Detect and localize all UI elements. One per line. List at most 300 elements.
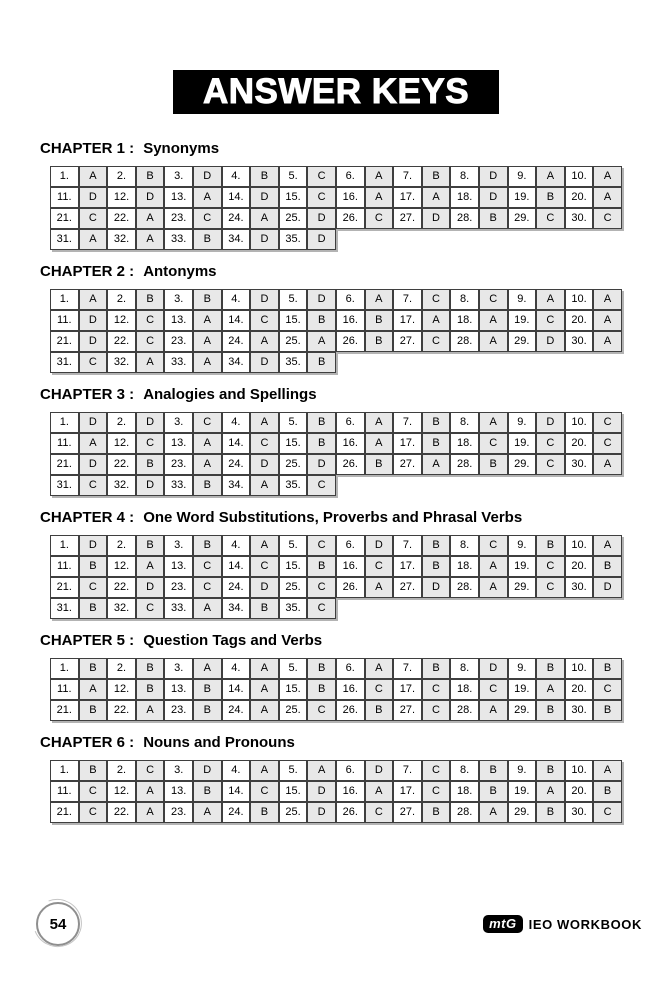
question-number-cell: 21. — [50, 700, 79, 721]
question-number-cell: 20. — [565, 556, 594, 577]
question-number-cell: 20. — [565, 433, 594, 454]
question-number-cell: 9. — [508, 535, 537, 556]
question-number-cell: 32. — [107, 475, 136, 496]
question-number-cell: 22. — [107, 802, 136, 823]
question-number-cell: 13. — [164, 781, 193, 802]
question-number-cell: 27. — [393, 331, 422, 352]
question-number-cell: 25. — [279, 577, 308, 598]
answer-cell: B — [79, 658, 108, 679]
answer-cell: B — [136, 679, 165, 700]
question-number-cell: 14. — [222, 679, 251, 700]
question-number-cell: 32. — [107, 598, 136, 619]
question-number-cell: 15. — [279, 187, 308, 208]
answer-cell: C — [250, 781, 279, 802]
answer-cell: C — [79, 577, 108, 598]
answer-table — [50, 412, 623, 496]
chapter-title: Antonyms — [143, 263, 217, 280]
question-number-cell: 1. — [50, 412, 79, 433]
answer-cell: D — [79, 454, 108, 475]
question-number-cell: 22. — [107, 208, 136, 229]
question-number-cell: 35. — [279, 598, 308, 619]
question-number-cell: 35. — [279, 352, 308, 373]
answer-cell: A — [479, 577, 508, 598]
chapter-section — [0, 509, 672, 619]
question-number-cell: 35. — [279, 475, 308, 496]
question-number-cell: 9. — [508, 166, 537, 187]
question-number-cell: 29. — [508, 331, 537, 352]
chapter-label: CHAPTER 2 : — [40, 263, 135, 280]
question-number-cell: 4. — [222, 760, 251, 781]
question-number-cell: 2. — [107, 412, 136, 433]
answer-cell: B — [307, 433, 336, 454]
question-number-cell: 26. — [336, 331, 365, 352]
answer-cell: D — [593, 577, 622, 598]
question-number-cell: 10. — [565, 412, 594, 433]
question-number-cell: 6. — [336, 412, 365, 433]
question-number-cell: 3. — [164, 289, 193, 310]
answer-cell: A — [193, 187, 222, 208]
question-number-cell: 29. — [508, 577, 537, 598]
answer-cell: C — [250, 556, 279, 577]
question-number-cell: 29. — [508, 700, 537, 721]
chapter-section — [0, 263, 672, 373]
question-number-cell: 21. — [50, 454, 79, 475]
answer-cell: C — [307, 700, 336, 721]
answer-cell: C — [79, 352, 108, 373]
answer-cell: B — [479, 454, 508, 475]
answer-cell: A — [479, 700, 508, 721]
question-number-cell: 19. — [508, 679, 537, 700]
question-number-cell: 14. — [222, 187, 251, 208]
answer-cell: A — [365, 658, 394, 679]
question-number-cell: 10. — [565, 658, 594, 679]
chapter-title: One Word Substitutions, Proverbs and Phrasal Verbs — [143, 509, 523, 526]
question-number-cell: 26. — [336, 577, 365, 598]
question-number-cell: 18. — [450, 679, 479, 700]
answer-cell: C — [593, 412, 622, 433]
answer-cell: B — [536, 187, 565, 208]
question-number-cell: 16. — [336, 310, 365, 331]
question-number-cell: 5. — [279, 658, 308, 679]
question-number-cell: 4. — [222, 166, 251, 187]
question-number-cell: 20. — [565, 187, 594, 208]
question-number-cell: 28. — [450, 331, 479, 352]
answer-cell: C — [136, 331, 165, 352]
question-number-cell: 16. — [336, 679, 365, 700]
answer-cell: C — [422, 781, 451, 802]
answer-cell: B — [136, 658, 165, 679]
page-number-badge — [36, 902, 80, 946]
question-number-cell: 24. — [222, 577, 251, 598]
question-number-cell: 5. — [279, 289, 308, 310]
answer-cell: B — [593, 556, 622, 577]
question-number-cell: 2. — [107, 658, 136, 679]
answer-cell: D — [365, 760, 394, 781]
chapter-title: Analogies and Spellings — [143, 386, 317, 403]
question-number-cell: 2. — [107, 289, 136, 310]
answer-cell: C — [536, 454, 565, 475]
answer-cell: C — [136, 598, 165, 619]
answer-cell: B — [136, 166, 165, 187]
question-number-cell: 27. — [393, 577, 422, 598]
question-number-cell: 14. — [222, 310, 251, 331]
question-number-cell: 24. — [222, 802, 251, 823]
question-number-cell: 13. — [164, 187, 193, 208]
answer-cell: D — [479, 187, 508, 208]
answer-cell: C — [365, 556, 394, 577]
answer-cell: C — [365, 802, 394, 823]
answer-cell: C — [422, 289, 451, 310]
chapter-heading — [40, 509, 672, 527]
answer-cell: A — [193, 802, 222, 823]
answer-cell: D — [307, 781, 336, 802]
question-number-cell: 31. — [50, 598, 79, 619]
question-number-cell: 15. — [279, 679, 308, 700]
answer-cell: A — [479, 802, 508, 823]
answer-cell: A — [365, 412, 394, 433]
question-number-cell: 9. — [508, 412, 537, 433]
answer-cell: A — [593, 310, 622, 331]
workbook-brand-label: IEO WORKBOOK — [528, 916, 642, 932]
answer-cell: D — [136, 187, 165, 208]
question-number-cell: 1. — [50, 760, 79, 781]
answer-cell: D — [250, 229, 279, 250]
question-number-cell: 15. — [279, 433, 308, 454]
answer-cell: A — [193, 331, 222, 352]
question-number-cell: 10. — [565, 760, 594, 781]
answer-cell: A — [479, 412, 508, 433]
answer-cell: A — [136, 229, 165, 250]
answer-cell: D — [536, 331, 565, 352]
answer-cell: A — [593, 331, 622, 352]
chapter-label: CHAPTER 6 : — [40, 734, 135, 751]
question-number-cell: 5. — [279, 166, 308, 187]
answer-cell: D — [250, 187, 279, 208]
question-number-cell: 13. — [164, 556, 193, 577]
question-number-cell: 1. — [50, 289, 79, 310]
question-number-cell: 22. — [107, 577, 136, 598]
answer-cell: C — [136, 310, 165, 331]
question-number-cell: 29. — [508, 802, 537, 823]
answer-cell: C — [79, 208, 108, 229]
question-number-cell: 7. — [393, 658, 422, 679]
answer-table — [50, 658, 623, 721]
page-number: 54 — [49, 915, 67, 933]
answer-cell: B — [536, 535, 565, 556]
answer-cell: C — [593, 208, 622, 229]
answer-cell: A — [479, 331, 508, 352]
answer-cell: B — [479, 208, 508, 229]
answer-cell: C — [193, 577, 222, 598]
question-number-cell: 19. — [508, 781, 537, 802]
answer-cell: A — [250, 412, 279, 433]
answer-cell: A — [479, 556, 508, 577]
answer-cell: D — [479, 166, 508, 187]
answer-cell: C — [193, 412, 222, 433]
answer-cell: B — [136, 535, 165, 556]
question-number-cell: 19. — [508, 310, 537, 331]
question-number-cell: 9. — [508, 760, 537, 781]
question-number-cell: 10. — [565, 535, 594, 556]
question-number-cell: 25. — [279, 700, 308, 721]
question-number-cell: 9. — [508, 658, 537, 679]
page-title: ANSWER KEYS — [173, 70, 499, 114]
question-number-cell: 17. — [393, 679, 422, 700]
answer-cell: A — [365, 166, 394, 187]
question-number-cell: 32. — [107, 229, 136, 250]
answer-cell: C — [365, 208, 394, 229]
answer-cell: B — [79, 556, 108, 577]
answer-cell: A — [593, 187, 622, 208]
mtg-logo: mtG — [483, 915, 523, 933]
answer-cell: D — [250, 352, 279, 373]
question-number-cell: 26. — [336, 802, 365, 823]
answer-cell: A — [307, 760, 336, 781]
question-number-cell: 4. — [222, 535, 251, 556]
answer-cell: D — [479, 658, 508, 679]
chapter-heading — [40, 734, 672, 752]
question-number-cell: 12. — [107, 556, 136, 577]
answer-cell: A — [593, 760, 622, 781]
chapter-label: CHAPTER 1 : — [40, 140, 135, 157]
question-number-cell: 30. — [565, 331, 594, 352]
question-number-cell: 2. — [107, 760, 136, 781]
answer-cell: A — [136, 556, 165, 577]
answer-cell: A — [136, 781, 165, 802]
answer-cell: A — [307, 331, 336, 352]
answer-cell: D — [136, 577, 165, 598]
question-number-cell: 21. — [50, 208, 79, 229]
answer-cell: D — [79, 331, 108, 352]
answer-cell: A — [365, 433, 394, 454]
answer-cell: B — [79, 760, 108, 781]
answer-cell: D — [422, 577, 451, 598]
answer-cell: D — [422, 208, 451, 229]
answer-cell: B — [307, 352, 336, 373]
answer-cell: A — [250, 535, 279, 556]
answer-cell: C — [479, 433, 508, 454]
answer-cell: C — [79, 781, 108, 802]
answer-cell: C — [193, 556, 222, 577]
answer-cell: B — [307, 679, 336, 700]
answer-cell: B — [422, 412, 451, 433]
answer-cell: A — [593, 454, 622, 475]
chapter-label: CHAPTER 3 : — [40, 386, 135, 403]
answer-cell: D — [193, 760, 222, 781]
answer-cell: D — [536, 412, 565, 433]
question-number-cell: 22. — [107, 331, 136, 352]
answer-cell: C — [536, 433, 565, 454]
question-number-cell: 28. — [450, 802, 479, 823]
answer-cell: B — [250, 166, 279, 187]
question-number-cell: 28. — [450, 208, 479, 229]
answer-cell: B — [422, 535, 451, 556]
question-number-cell: 11. — [50, 679, 79, 700]
question-number-cell: 4. — [222, 412, 251, 433]
answer-cell: A — [79, 166, 108, 187]
answer-cell: B — [193, 700, 222, 721]
question-number-cell: 21. — [50, 577, 79, 598]
question-number-cell: 23. — [164, 331, 193, 352]
answer-cell: C — [422, 760, 451, 781]
question-number-cell: 15. — [279, 556, 308, 577]
question-number-cell: 33. — [164, 598, 193, 619]
question-number-cell: 16. — [336, 781, 365, 802]
answer-table — [50, 760, 623, 823]
question-number-cell: 22. — [107, 454, 136, 475]
answer-cell: A — [365, 289, 394, 310]
answer-cell: A — [250, 679, 279, 700]
question-number-cell: 13. — [164, 679, 193, 700]
answer-cell: C — [193, 208, 222, 229]
question-number-cell: 27. — [393, 454, 422, 475]
answer-cell: B — [365, 700, 394, 721]
question-number-cell: 11. — [50, 556, 79, 577]
question-number-cell: 3. — [164, 760, 193, 781]
answer-cell: A — [365, 781, 394, 802]
question-number-cell: 7. — [393, 289, 422, 310]
answer-cell: C — [536, 310, 565, 331]
answer-cell: C — [307, 187, 336, 208]
question-number-cell: 34. — [222, 475, 251, 496]
chapter-section — [0, 734, 672, 823]
question-number-cell: 19. — [508, 187, 537, 208]
question-number-cell: 7. — [393, 166, 422, 187]
question-number-cell: 28. — [450, 700, 479, 721]
answer-cell: D — [193, 166, 222, 187]
question-number-cell: 18. — [450, 556, 479, 577]
chapter-section — [0, 386, 672, 496]
chapter-label: CHAPTER 5 : — [40, 632, 135, 649]
question-number-cell: 4. — [222, 289, 251, 310]
question-number-cell: 6. — [336, 535, 365, 556]
question-number-cell: 18. — [450, 781, 479, 802]
answer-cell: A — [536, 781, 565, 802]
question-number-cell: 16. — [336, 433, 365, 454]
chapter-title: Nouns and Pronouns — [143, 734, 295, 751]
question-number-cell: 17. — [393, 781, 422, 802]
chapter-title: Question Tags and Verbs — [143, 632, 323, 649]
answer-cell: B — [193, 475, 222, 496]
question-number-cell: 12. — [107, 679, 136, 700]
question-number-cell: 28. — [450, 454, 479, 475]
question-number-cell: 7. — [393, 760, 422, 781]
answer-cell: C — [136, 433, 165, 454]
answer-cell: C — [307, 166, 336, 187]
question-number-cell: 34. — [222, 229, 251, 250]
answer-cell: A — [250, 475, 279, 496]
answer-cell: A — [593, 289, 622, 310]
answer-cell: D — [307, 802, 336, 823]
question-number-cell: 10. — [565, 289, 594, 310]
question-number-cell: 2. — [107, 166, 136, 187]
answer-cell: B — [193, 679, 222, 700]
answer-cell: B — [307, 412, 336, 433]
question-number-cell: 33. — [164, 229, 193, 250]
answer-cell: D — [79, 412, 108, 433]
answer-cell: B — [422, 802, 451, 823]
answer-cell: C — [307, 577, 336, 598]
answer-cell: A — [250, 331, 279, 352]
question-number-cell: 8. — [450, 760, 479, 781]
answer-cell: A — [422, 310, 451, 331]
answer-cell: A — [79, 679, 108, 700]
page-footer — [0, 902, 672, 946]
question-number-cell: 8. — [450, 166, 479, 187]
answer-cell: B — [365, 331, 394, 352]
question-number-cell: 3. — [164, 412, 193, 433]
answer-cell: B — [536, 760, 565, 781]
question-number-cell: 23. — [164, 454, 193, 475]
question-number-cell: 23. — [164, 577, 193, 598]
answer-cell: B — [193, 535, 222, 556]
answer-cell: A — [593, 535, 622, 556]
question-number-cell: 26. — [336, 208, 365, 229]
answer-cell: B — [193, 289, 222, 310]
chapters-container — [0, 140, 672, 823]
question-number-cell: 32. — [107, 352, 136, 373]
chapter-label: CHAPTER 4 : — [40, 509, 135, 526]
question-number-cell: 27. — [393, 700, 422, 721]
answer-cell: B — [536, 658, 565, 679]
question-number-cell: 14. — [222, 433, 251, 454]
answer-cell: C — [422, 331, 451, 352]
question-number-cell: 18. — [450, 187, 479, 208]
question-number-cell: 17. — [393, 433, 422, 454]
question-number-cell: 6. — [336, 760, 365, 781]
answer-cell: B — [593, 658, 622, 679]
question-number-cell: 11. — [50, 433, 79, 454]
answer-cell: A — [536, 166, 565, 187]
question-number-cell: 29. — [508, 208, 537, 229]
question-number-cell: 20. — [565, 781, 594, 802]
answer-cell: D — [250, 454, 279, 475]
question-number-cell: 31. — [50, 475, 79, 496]
question-number-cell: 17. — [393, 187, 422, 208]
answer-cell: D — [307, 289, 336, 310]
question-number-cell: 1. — [50, 658, 79, 679]
answer-cell: A — [193, 658, 222, 679]
answer-cell: A — [250, 760, 279, 781]
answer-cell: C — [536, 577, 565, 598]
question-number-cell: 24. — [222, 700, 251, 721]
question-number-cell: 8. — [450, 289, 479, 310]
answer-cell: B — [479, 760, 508, 781]
question-number-cell: 10. — [565, 166, 594, 187]
answer-cell: A — [422, 187, 451, 208]
question-number-cell: 27. — [393, 802, 422, 823]
question-number-cell: 28. — [450, 577, 479, 598]
question-number-cell: 6. — [336, 658, 365, 679]
question-number-cell: 12. — [107, 781, 136, 802]
answer-cell: B — [593, 700, 622, 721]
question-number-cell: 7. — [393, 412, 422, 433]
question-number-cell: 14. — [222, 781, 251, 802]
answer-cell: C — [422, 700, 451, 721]
question-number-cell: 21. — [50, 802, 79, 823]
question-number-cell: 24. — [222, 331, 251, 352]
question-number-cell: 30. — [565, 208, 594, 229]
question-number-cell: 9. — [508, 289, 537, 310]
question-number-cell: 33. — [164, 475, 193, 496]
answer-cell: B — [307, 310, 336, 331]
answer-cell: C — [479, 289, 508, 310]
question-number-cell: 27. — [393, 208, 422, 229]
answer-cell: C — [593, 802, 622, 823]
question-number-cell: 22. — [107, 700, 136, 721]
answer-cell: B — [136, 454, 165, 475]
answer-cell: A — [479, 310, 508, 331]
